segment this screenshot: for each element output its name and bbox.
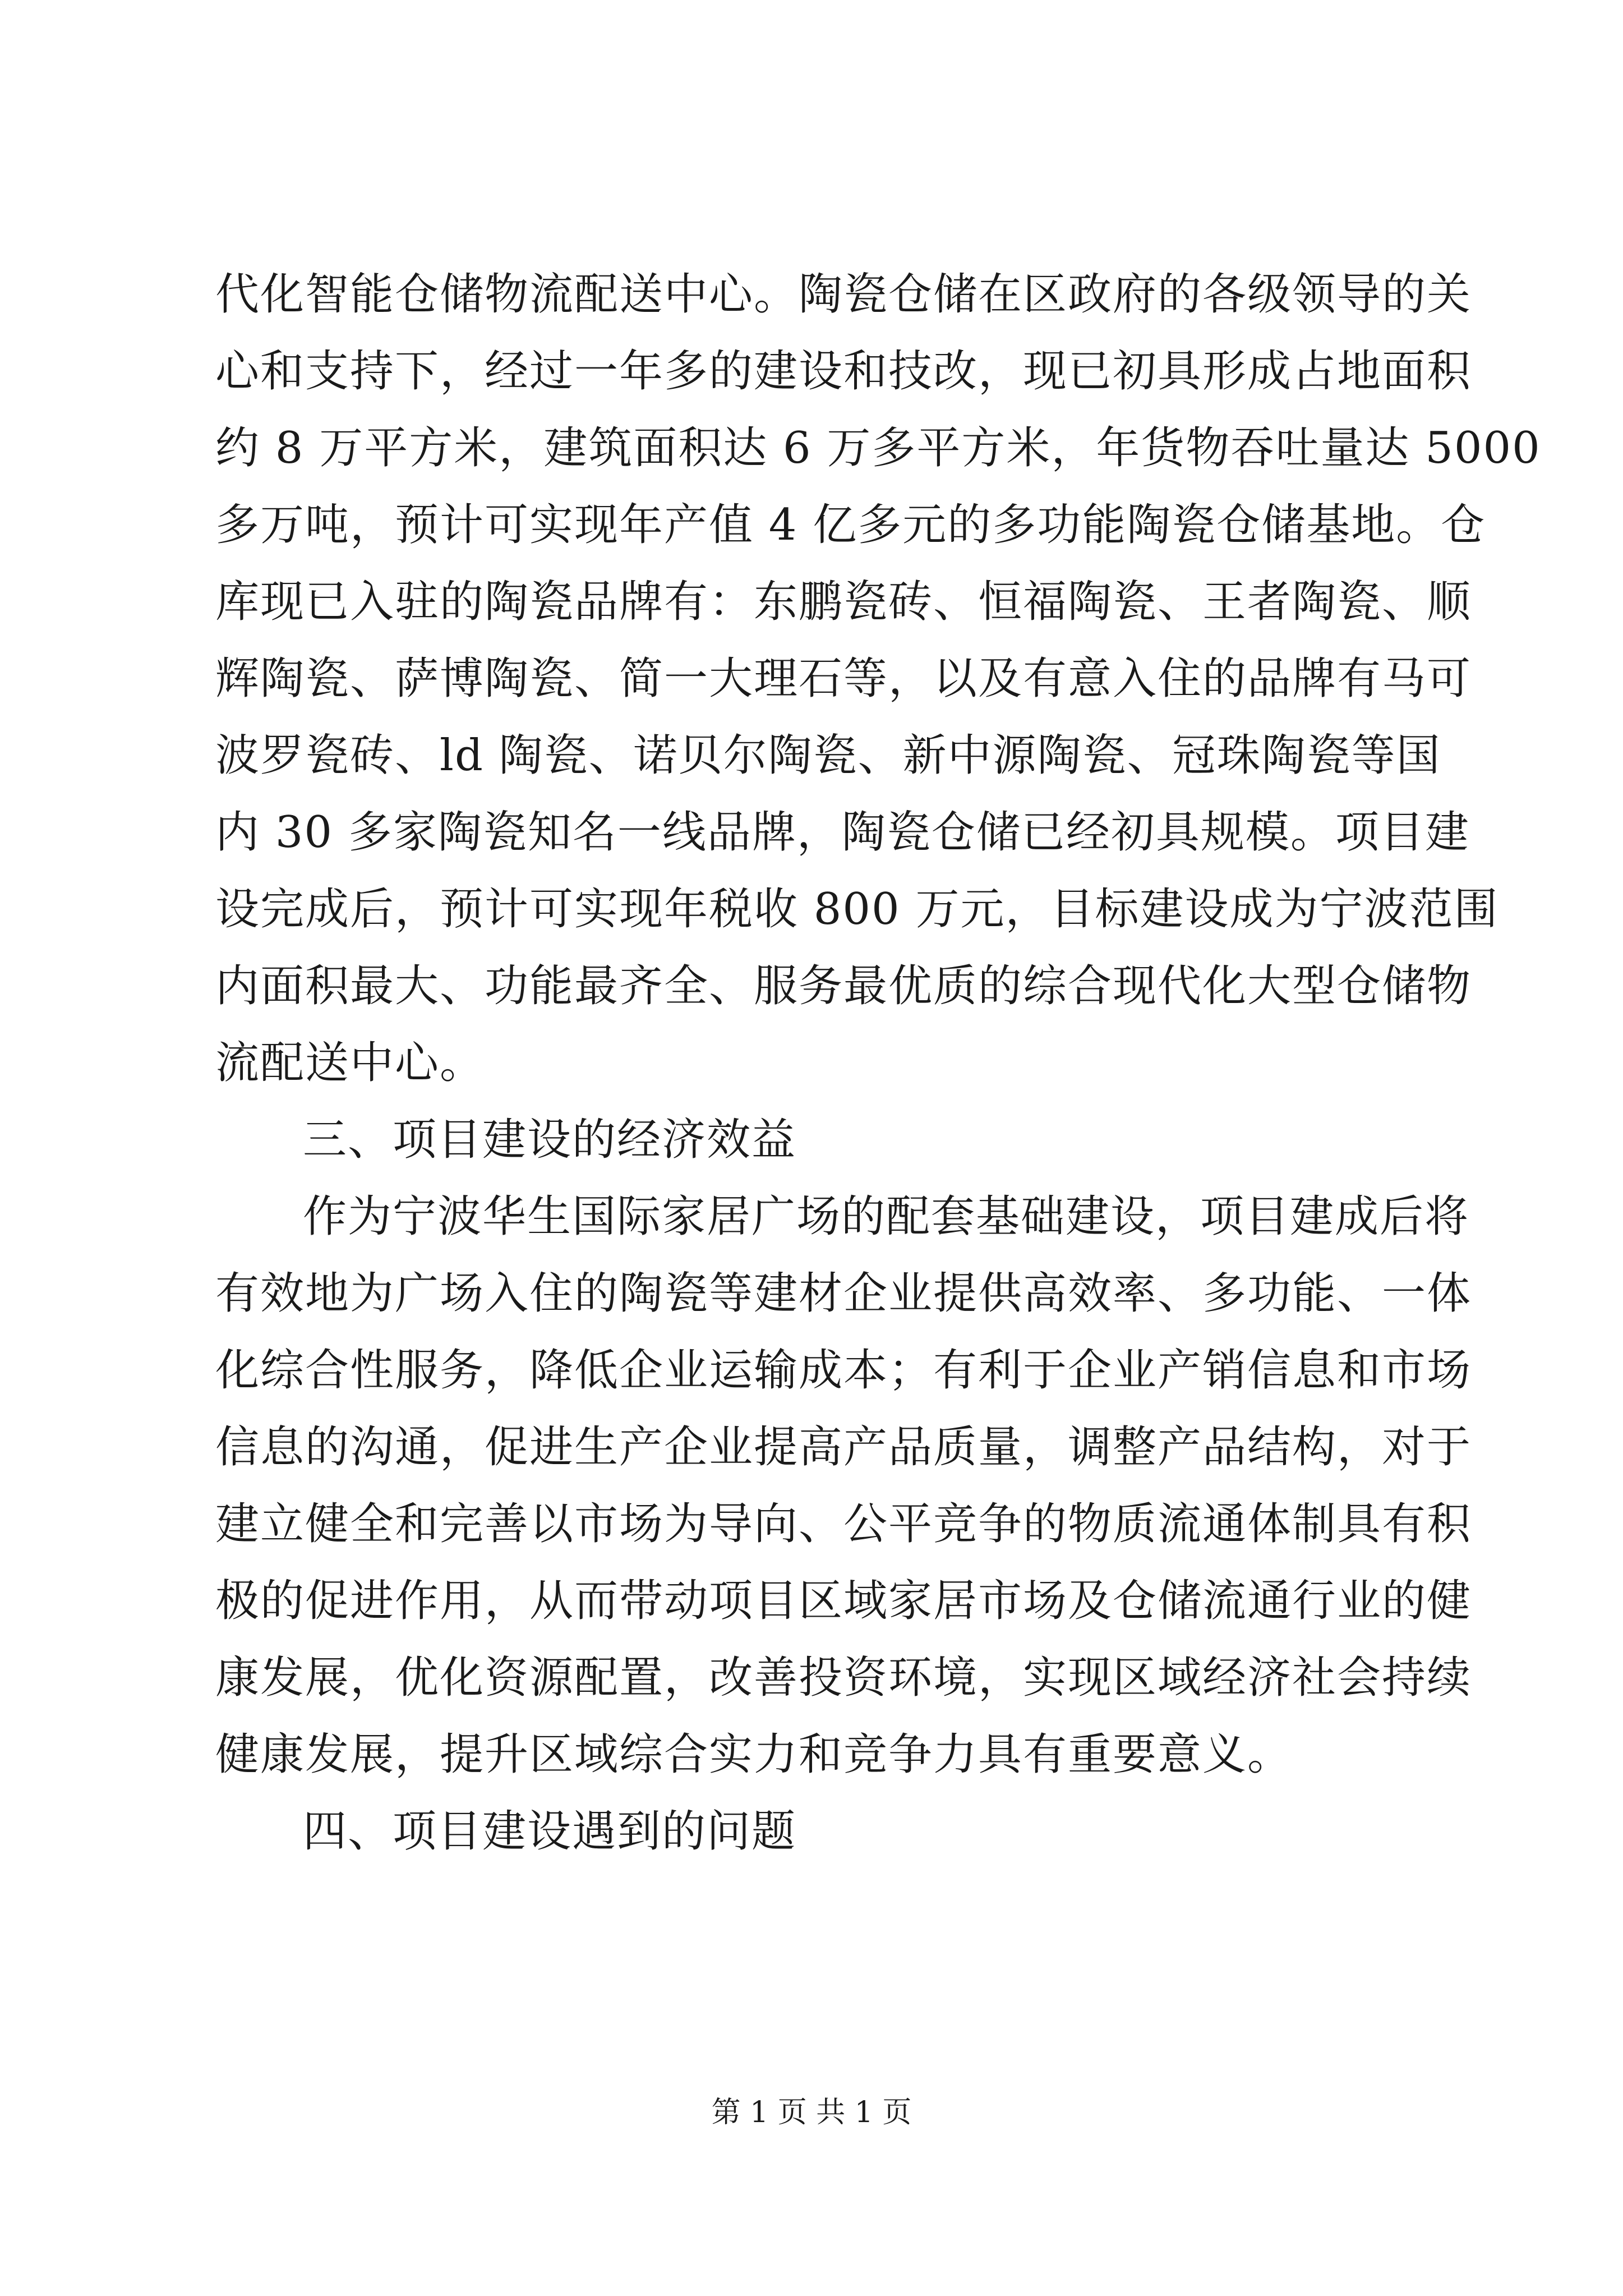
paragraph-line: 内 30 多家陶瓷知名一线品牌，陶瓷仓储已经初具规模。项目建 xyxy=(215,807,1470,858)
paragraph-line: 库现已入驻的陶瓷品牌有：东鹏瓷砖、恒福陶瓷、王者陶瓷、顺 xyxy=(215,577,1472,627)
paragraph-line: 多万吨，预计可实现年产值 4 亿多元的多功能陶瓷仓储基地。仓 xyxy=(215,500,1486,550)
section-heading: 三、项目建设的经济效益 xyxy=(303,1115,797,1165)
paragraph-line: 极的促进作用，从而带动项目区域家居市场及仓储流通行业的健 xyxy=(215,1576,1472,1626)
paragraph-line: 流配送中心。 xyxy=(215,1038,485,1088)
paragraph-line: 化综合性服务，降低企业运输成本；有利于企业产销信息和市场 xyxy=(215,1345,1472,1396)
paragraph-line: 内面积最大、功能最齐全、服务最优质的综合现代化大型仓储物 xyxy=(215,961,1472,1011)
paragraph-line: 健康发展，提升区域综合实力和竞争力具有重要意义。 xyxy=(215,1729,1293,1780)
paragraph-line: 有效地为广场入住的陶瓷等建材企业提供高效率、多功能、一体 xyxy=(215,1268,1472,1319)
paragraph-line: 约 8 万平方米，建筑面积达 6 万多平方米，年货物吞吐量达 5000 xyxy=(215,423,1541,473)
paragraph-line: 辉陶瓷、萨博陶瓷、简一大理石等，以及有意入住的品牌有马可 xyxy=(215,654,1472,704)
section-heading: 四、项目建设遇到的问题 xyxy=(303,1806,797,1857)
paragraph-line: 波罗瓷砖、ld 陶瓷、诺贝尔陶瓷、新中源陶瓷、冠珠陶瓷等国 xyxy=(215,730,1441,781)
paragraph-line: 建立健全和完善以市场为导向、公平竞争的物质流通体制具有积 xyxy=(215,1499,1472,1549)
paragraph-line: 心和支持下，经过一年多的建设和技改，现已初具形成占地面积 xyxy=(215,346,1472,397)
paragraph-line: 康发展，优化资源配置，改善投资环境，实现区域经济社会持续 xyxy=(215,1653,1472,1703)
paragraph-line: 作为宁波华生国际家居广场的配套基础建设，项目建成后将 xyxy=(303,1191,1470,1242)
page-footer: 第 1 页 共 1 页 xyxy=(711,2096,912,2129)
paragraph-line: 代化智能仓储物流配送中心。陶瓷仓储在区政府的各级领导的关 xyxy=(215,269,1472,320)
paragraph-line: 信息的沟通，促进生产企业提高产品质量，调整产品结构，对于 xyxy=(215,1422,1472,1473)
paragraph-line: 设完成后，预计可实现年税收 800 万元，目标建设成为宁波范围 xyxy=(215,884,1499,935)
